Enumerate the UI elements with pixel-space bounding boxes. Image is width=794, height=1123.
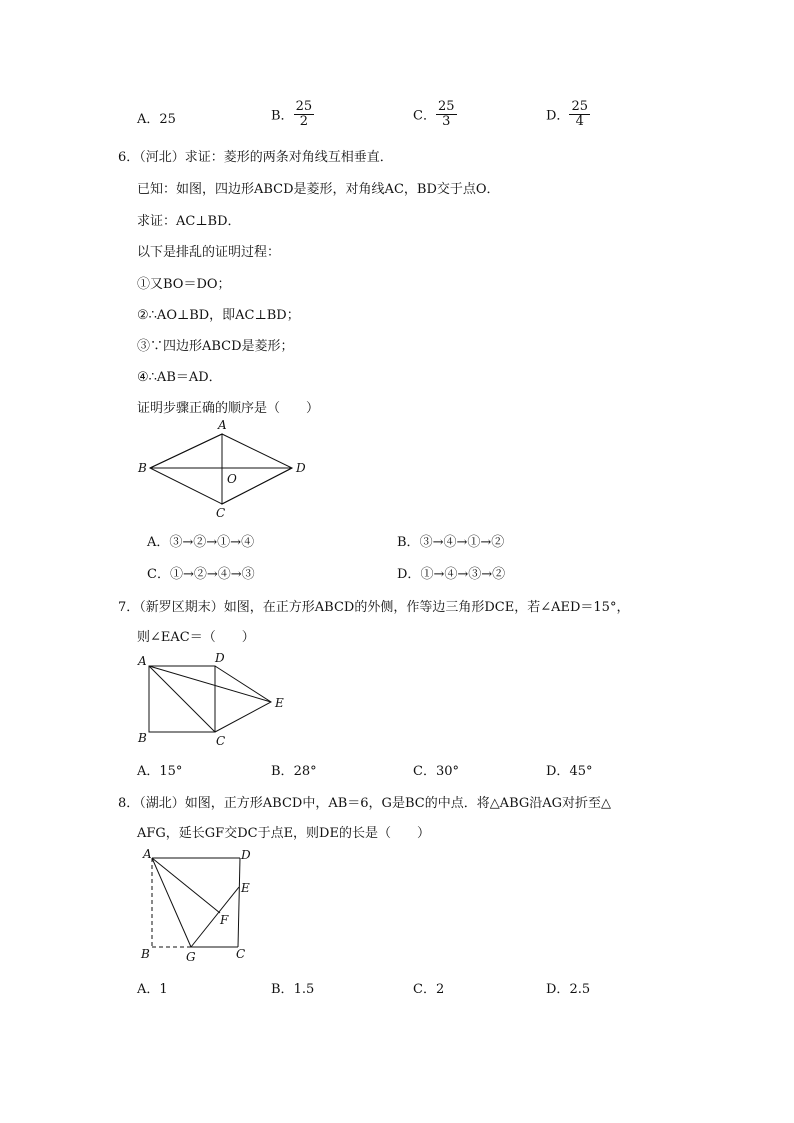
q8-option-d — [546, 978, 590, 997]
label-c: C — [216, 506, 226, 520]
q6-step-4: ④∴AB＝AD． — [137, 370, 222, 385]
q6-prove: 求证：AC⊥BD． — [137, 214, 241, 229]
folded-square-figure — [130, 844, 270, 968]
label-b: B — [138, 731, 147, 745]
question-source: （新罗区期末） — [139, 600, 224, 615]
option-text: 45° — [569, 764, 593, 779]
fraction — [436, 100, 457, 128]
question-source: （湖北） — [139, 796, 185, 811]
q8-option-b — [271, 978, 314, 997]
label-d: D — [296, 461, 306, 475]
q8-option-a — [137, 978, 168, 997]
segment-af — [152, 858, 220, 913]
rhombus-figure — [130, 416, 320, 522]
q6-step-2: ②∴AO⊥BD，即AC⊥BD； — [137, 308, 300, 323]
option-text: 2 — [435, 982, 445, 997]
fraction — [569, 100, 590, 128]
option-text: 28° — [293, 764, 317, 779]
q6-intro: 以下是排乱的证明过程： — [137, 245, 281, 260]
q8-option-c — [413, 978, 444, 997]
q8-stem-line2: AFG，延长GF交DC于点E，则DE的长是（ ） — [137, 826, 430, 841]
fraction-numerator: 25 — [295, 99, 313, 114]
q6-option-d — [397, 563, 505, 582]
label-d: D — [215, 651, 225, 665]
q8-stem-line1 — [118, 792, 611, 811]
fraction-denominator: 2 — [299, 113, 308, 129]
square-triangle-figure — [130, 648, 300, 748]
question-number: 7． — [118, 600, 140, 615]
option-text: 1 — [159, 982, 168, 997]
option-text: 2.5 — [569, 982, 591, 997]
option-letter: A． — [137, 764, 160, 779]
label-b: B — [138, 461, 147, 475]
side-dc — [238, 858, 240, 947]
label-c: C — [216, 734, 226, 748]
option-letter: D． — [397, 567, 421, 582]
q6-option-a — [147, 531, 254, 550]
label-o: O — [227, 472, 237, 486]
q6-stem — [118, 146, 393, 165]
option-letter: B． — [397, 535, 420, 550]
segment-ag — [152, 858, 191, 947]
option-value: 25 — [159, 112, 176, 127]
q6-step-3: ③∵四边形ABCD是菱形； — [137, 339, 294, 354]
option-letter: B． — [271, 982, 294, 997]
fraction-numerator: 25 — [571, 99, 588, 114]
q5-option-a — [137, 108, 176, 127]
fraction-denominator: 4 — [575, 113, 584, 129]
rhombus-shape — [150, 434, 292, 504]
option-letter: D． — [546, 764, 570, 779]
option-letter: C． — [413, 982, 436, 997]
label-b: B — [141, 947, 150, 961]
label-c: C — [236, 947, 246, 961]
q6-question: 证明步骤正确的顺序是（ ） — [137, 401, 320, 416]
rhombus-outline — [150, 434, 292, 504]
label-g: G — [186, 950, 196, 964]
q7-stem-line1 — [118, 596, 629, 615]
q7-option-c — [413, 760, 459, 779]
option-letter: C． — [413, 108, 436, 124]
q6-given: 已知：如图，四边形ABCD是菱形，对角线AC，BD交于点O． — [137, 182, 500, 197]
option-letter: C． — [413, 764, 436, 779]
option-text: 1.5 — [293, 982, 315, 997]
q7-option-b — [271, 760, 317, 779]
option-letter: A． — [147, 535, 170, 550]
question-stem: 求证：菱形的两条对角线互相垂直． — [184, 150, 393, 165]
q6-option-c — [147, 563, 255, 582]
question-number: 8． — [118, 796, 140, 811]
q7-option-a — [137, 760, 182, 779]
label-f: F — [220, 913, 229, 927]
q7-option-d — [546, 760, 592, 779]
option-text: ③→②→①→④ — [169, 535, 255, 550]
option-letter: D． — [546, 108, 570, 124]
fraction-denominator: 3 — [442, 113, 451, 129]
question-stem: 如图，在正方形ABCD的外侧，作等边三角形DCE，若∠AED＝15°， — [223, 600, 630, 615]
option-letter: D． — [546, 982, 570, 997]
fraction — [294, 100, 315, 128]
option-letter: A． — [137, 982, 160, 997]
question-source: （河北） — [139, 150, 185, 165]
question-number: 6． — [118, 150, 140, 165]
q5-option-b — [271, 100, 314, 128]
q7-stem-line2: 则∠EAC＝（ ） — [137, 630, 255, 645]
label-e: E — [275, 696, 284, 710]
option-letter: B． — [271, 108, 294, 124]
q6-option-b — [397, 531, 504, 550]
label-a: A — [143, 847, 152, 861]
label-d: D — [241, 848, 251, 862]
option-text: ①→②→④→③ — [169, 567, 255, 582]
option-letter: B． — [271, 764, 294, 779]
question-stem: 如图，正方形ABCD中，AB＝6，G是BC的中点．将△ABG沿AG对折至△ — [184, 796, 612, 811]
option-text: ③→④→①→② — [419, 535, 505, 550]
label-e: E — [241, 881, 250, 895]
q5-option-c — [413, 100, 457, 128]
option-text: 15° — [159, 764, 183, 779]
option-text: ①→④→③→② — [420, 567, 506, 582]
fraction-numerator: 25 — [437, 99, 455, 114]
q5-option-d — [546, 100, 590, 128]
option-letter: A． — [137, 112, 160, 127]
label-a: A — [138, 654, 147, 668]
label-a: A — [218, 418, 227, 432]
option-letter: C． — [147, 567, 170, 582]
q6-step-1: ①又BO＝DO； — [137, 277, 231, 292]
option-text: 30° — [435, 764, 459, 779]
